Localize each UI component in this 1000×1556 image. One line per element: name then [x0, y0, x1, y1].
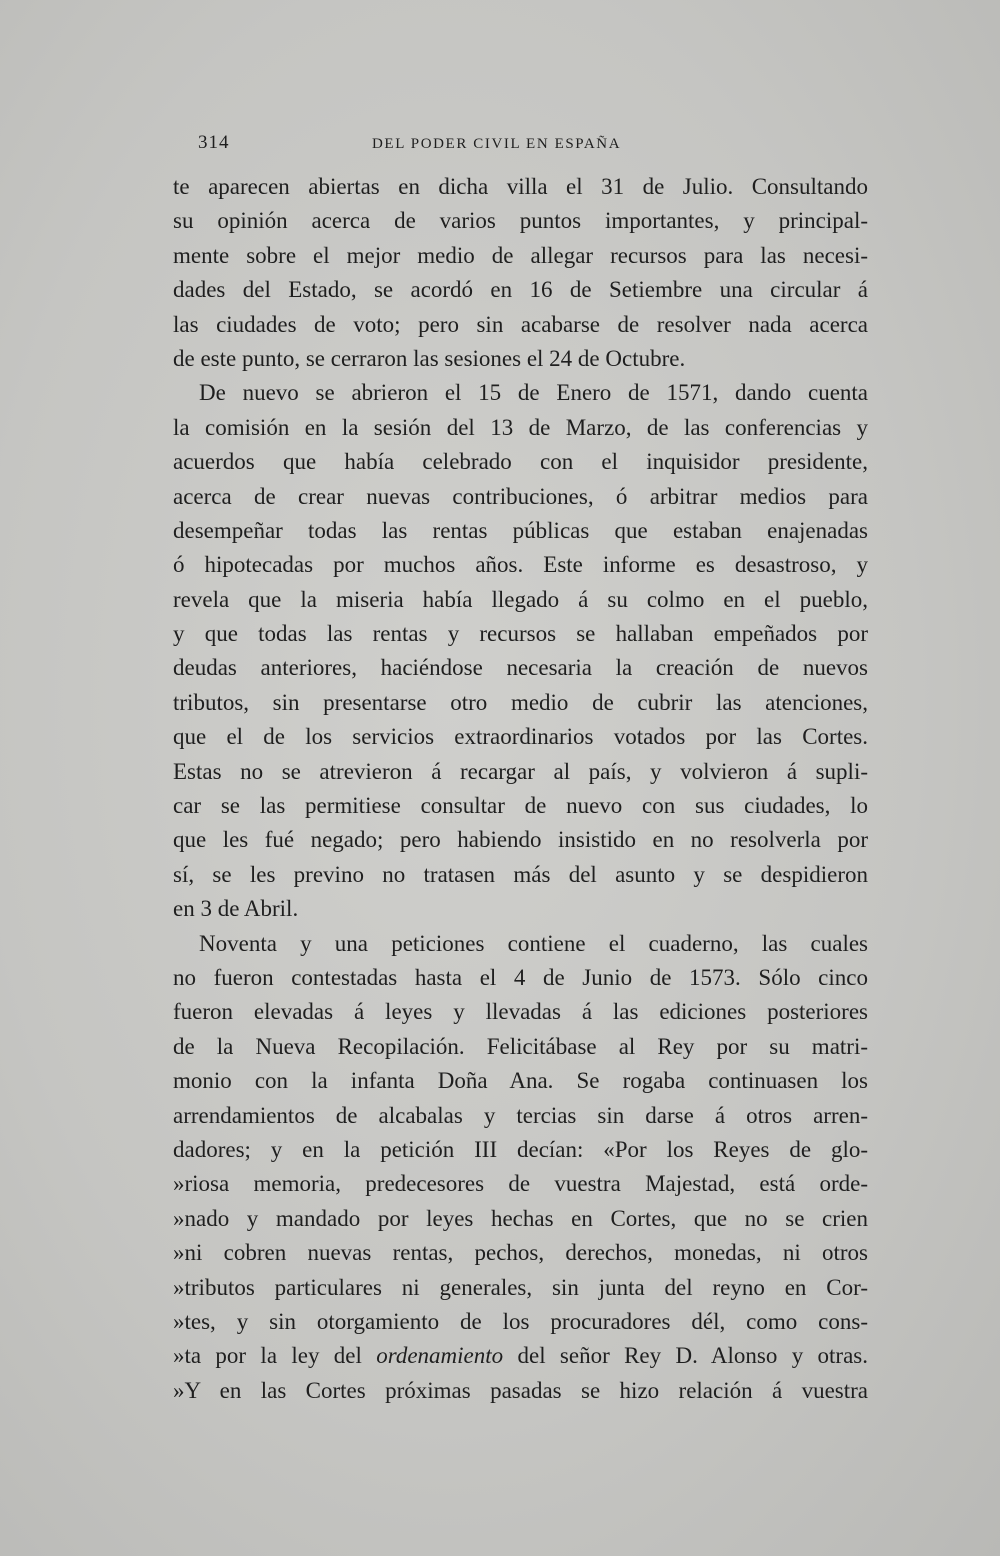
text-line: acuerdos que había celebrado con el inquisidor presidente, — [173, 449, 868, 475]
text-line: tributos, sin presentarse otro medio de cubrir las atenciones, — [173, 689, 868, 715]
text-line: no fueron contestadas hasta el 4 de Junio de 1573. Sólo cinco — [173, 964, 868, 990]
text-line: en 3 de Abril. — [173, 896, 299, 922]
italic-term: ordenamiento — [376, 1343, 504, 1369]
text-line: De nuevo se abrieron el 15 de Enero de 1571, dando cuenta — [199, 380, 868, 406]
text-line: monio con la infanta Doña Ana. Se rogaba continuasen los — [173, 1068, 868, 1094]
body-text — [173, 170, 868, 1408]
text-line: mente sobre el mejor medio de allegar recursos para las necesi- — [173, 242, 868, 268]
running-head — [0, 132, 1000, 162]
text-line: ó hipotecadas por muchos años. Este informe es desastroso, y — [173, 552, 868, 578]
text-line: fueron elevadas á leyes y llevadas á las ediciones posteriores — [173, 999, 868, 1025]
text-line: la comisión en la sesión del 13 de Marzo, de las conferencias y — [173, 414, 868, 440]
text-line: »Y en las Cortes próximas pasadas se hizo relación á vuestra — [173, 1377, 868, 1403]
text-line: »tes, y sin otorgamiento de los procuradores dél, como cons- — [173, 1308, 868, 1334]
text-line: dadores; y en la petición III decían: «Por los Reyes de glo- — [173, 1136, 868, 1162]
text-line: Noventa y una peticiones contiene el cuaderno, las cuales — [199, 930, 868, 956]
text-line: arrendamientos de alcabalas y tercias sin darse á otros arren- — [173, 1102, 868, 1128]
text-line: que les fué negado; pero habiendo insistido en no resolverla por — [173, 827, 868, 853]
page-number: 314 — [198, 132, 230, 153]
text-segment: »ta por la ley del — [173, 1343, 377, 1369]
text-line: su opinión acerca de varios puntos importantes, y principal- — [173, 208, 868, 234]
text-line: de la Nueva Recopilación. Felicitábase al Rey por su matri- — [173, 1033, 868, 1059]
text-line — [173, 1339, 868, 1373]
text-line: »nado y mandado por leyes hechas en Cortes, que no se crien — [173, 1205, 868, 1231]
text-line: Estas no se atrevieron á recargar al país, y volvieron á supli- — [173, 758, 868, 784]
text-line: car se las permitiese consultar de nuevo con sus ciudades, lo — [173, 793, 868, 819]
text-line: »ni cobren nuevas rentas, pechos, derechos, monedas, ni otros — [173, 1240, 868, 1266]
text-line: te aparecen abiertas en dicha villa el 31 de Julio. Consultando — [173, 174, 868, 199]
text-line: sí, se les previno no tratasen más del asunto y se despidieron — [173, 861, 868, 887]
text-segment: del señor Rey D. Alonso y otras. — [503, 1343, 868, 1369]
running-title: DEL PODER CIVIL EN ESPAÑA — [372, 136, 622, 152]
text-line: de este punto, se cerraron las sesiones el 24 de Octubre. — [173, 345, 686, 371]
text-line: desempeñar todas las rentas públicas que estaban enajenadas — [173, 517, 868, 543]
text-line: y que todas las rentas y recursos se hallaban empeñados por — [173, 621, 868, 647]
text-line: dades del Estado, se acordó en 16 de Setiembre una circular á — [173, 277, 868, 303]
text-line: revela que la miseria había llegado á su colmo en el pueblo, — [173, 586, 868, 612]
text-line: »riosa memoria, predecesores de vuestra Majestad, está orde- — [173, 1171, 868, 1197]
text-line: acerca de crear nuevas contribuciones, ó arbitrar medios para — [173, 483, 868, 509]
text-line: las ciudades de voto; pero sin acabarse de resolver nada acerca — [173, 311, 868, 337]
text-line: »tributos particulares ni generales, sin junta del reyno en Cor- — [173, 1274, 868, 1300]
text-line: deudas anteriores, haciéndose necesaria la creación de nuevos — [173, 655, 868, 681]
text-line: que el de los servicios extraordinarios votados por las Cortes. — [173, 724, 868, 750]
